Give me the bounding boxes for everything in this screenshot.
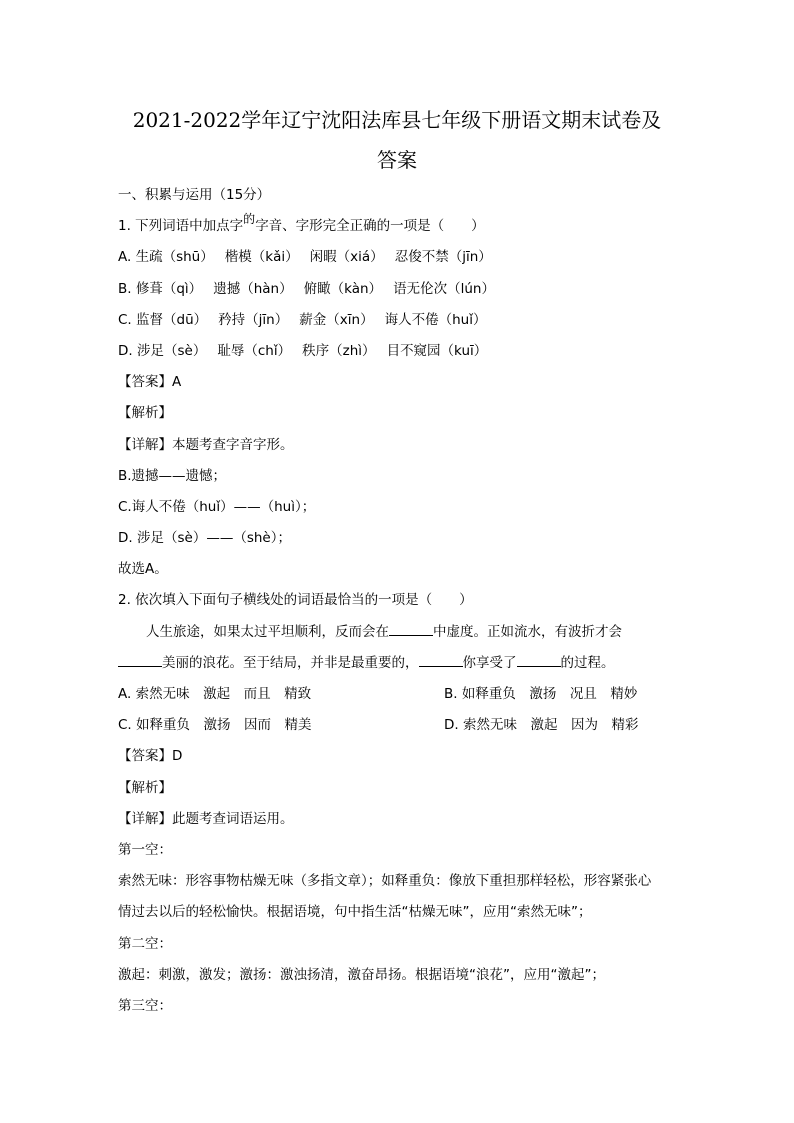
document-title-line1: 2021-2022学年辽宁沈阳法库县七年级下册语文期末试卷及 [132, 108, 662, 132]
q2-options-row2 [118, 710, 688, 741]
q2-stem: 2. 依次填入下面句子横线处的词语最恰当的一项是（ ） [118, 592, 473, 609]
passage-text: 美丽的浪花。至于结局，并非是最重要的， [162, 654, 419, 671]
q1-option-a: A. 生疏（shū） 楷模（kǎi） 闲暇（xiá） 忍俊不禁（jīn） [118, 249, 492, 266]
q1-option-d: D. 涉足（sè） 耻辱（chǐ） 秩序（zhì） 目不窥园（kuī） [118, 342, 488, 359]
q2-line: 索然无味：形容事物枯燥无味（多指文章）；如释重负：像放下重担那样轻松，形容紧张心 [118, 873, 652, 890]
blank-line [118, 652, 162, 667]
q2-line: 第三空： [118, 997, 172, 1014]
q2-line: 情过去以后的轻松愉快。根据语境，句中指生活“枯燥无味”，应用“索然无味”； [118, 904, 592, 921]
q2-option-c: C. 如释重负 激扬 因而 精美 [118, 717, 312, 734]
q2-line: 激起：刺激，激发；激扬：激浊扬清，激奋昂扬。根据语境“浪花”，应用“激起”； [118, 966, 605, 983]
q2-line: 第一空： [118, 841, 172, 858]
q2-analysis: 【解析】 [118, 779, 172, 796]
q1-option-b: B. 修葺（qì） 遗撼（hàn） 俯瞰（kàn） 语无伦次（lún） [118, 280, 495, 297]
q1-option-c: C. 监督（dū） 矜持（jīn） 薪金（xīn） 诲人不倦（huǐ） [118, 311, 487, 328]
q1-note: D. 涉足（sè）——（shè）； [118, 530, 291, 547]
q2-passage-line2 [118, 648, 688, 679]
q1-stem-sup: 的 [243, 212, 256, 227]
passage-text: 人生旅途，如果太过平坦顺利，反而会在 [146, 623, 389, 640]
q2-option-b: B. 如释重负 激扬 况且 精妙 [444, 686, 638, 702]
q2-options-row1 [118, 679, 688, 710]
section-heading: 一、积累与运用（15分） [118, 187, 271, 203]
passage-text: 的过程。 [560, 654, 615, 671]
q1-answer: 【答案】A [118, 374, 182, 391]
blank-line [517, 652, 561, 667]
q2-line: 第二空： [118, 935, 172, 952]
q1-note: C.诲人不倦（huǐ）——（huì）； [118, 498, 316, 515]
q2-option-a: A. 索然无味 激起 而且 精致 [118, 686, 312, 702]
passage-text: 中虚度。正如流水，有波折才会 [433, 623, 622, 640]
q1-analysis: 【解析】 [118, 405, 172, 422]
q2-option-d: D. 索然无味 激起 因为 精彩 [444, 717, 639, 734]
document-title-line2: 答案 [377, 148, 417, 172]
q1-note: B.遗撼——遗憾； [118, 467, 227, 484]
q1-detail: 【详解】本题考查字音字形。 [118, 436, 294, 453]
q1-stem-a: 1. 下列词语中加点字 [118, 218, 244, 235]
q1-stem [118, 211, 688, 242]
blank-line [389, 621, 433, 636]
q2-answer: 【答案】D [118, 748, 183, 765]
document-body [118, 180, 688, 1022]
q2-detail: 【详解】此题考查词语运用。 [118, 810, 294, 827]
q1-stem-b: 字音、字形完全正确的一项是（ ） [255, 218, 485, 235]
blank-line [419, 652, 463, 667]
q1-note: 故选A。 [118, 561, 168, 578]
passage-text: 你享受了 [462, 654, 517, 671]
q2-passage-line1 [118, 617, 688, 648]
